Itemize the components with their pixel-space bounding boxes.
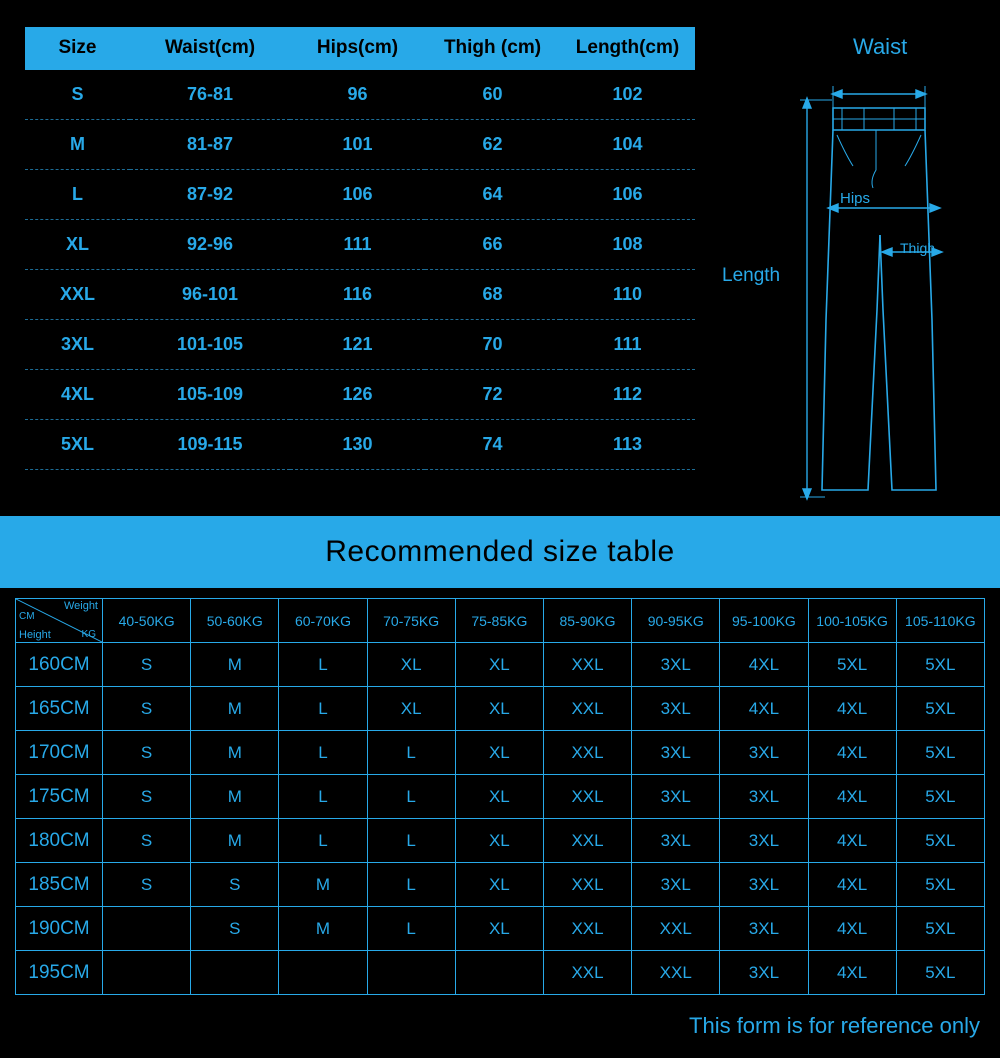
size-cell: XL [455,687,543,731]
size-cell: M [191,731,279,775]
size-cell: L [279,775,367,819]
size-cell: 3XL [25,320,130,370]
size-cell: XXL [543,731,631,775]
size-cell [455,951,543,995]
height-header-cell: 165CM [16,687,103,731]
hips-cell: 121 [290,320,425,370]
cm-unit-label: CM [19,611,35,622]
size-cell: XL [455,819,543,863]
size-cell: 4XL [25,370,130,420]
corner-cell-inner [16,599,102,642]
height-header-cell: 175CM [16,775,103,819]
size-cell: XXL [543,951,631,995]
size-cell: 3XL [632,643,720,687]
length-cell: 111 [560,320,695,370]
size-cell: XXL [543,775,631,819]
size-cell: 5XL [25,420,130,470]
size-cell: 4XL [808,687,896,731]
size-cell: XL [455,907,543,951]
waist-cell: 109-115 [130,420,290,470]
table-row [25,170,695,220]
table-row [16,819,985,863]
waist-cell: 105-109 [130,370,290,420]
height-header-cell: 160CM [16,643,103,687]
length-cell: 102 [560,70,695,120]
table-row [16,731,985,775]
weight-header-cell: 40-50KG [103,599,191,643]
size-cell: S [103,687,191,731]
size-cell: 3XL [632,819,720,863]
size-table-head [25,27,695,70]
thigh-cell: 72 [425,370,560,420]
waist-cell: 101-105 [130,320,290,370]
size-cell: L [367,907,455,951]
height-header-cell: 185CM [16,863,103,907]
size-cell: XL [455,775,543,819]
size-table-header-thigh: Thigh (cm) [425,27,560,70]
banner-title: Recommended size table [325,535,675,568]
table-row [25,120,695,170]
weight-axis-label: Weight [63,600,98,612]
size-cell: XXL [543,819,631,863]
size-cell: L [367,731,455,775]
size-cell: 5XL [808,643,896,687]
size-cell [191,951,279,995]
weight-header-cell: 75-85KG [455,599,543,643]
weight-header-cell: 85-90KG [543,599,631,643]
size-cell: M [25,120,130,170]
size-cell: L [367,863,455,907]
size-cell: S [25,70,130,120]
hips-cell: 106 [290,170,425,220]
recommended-size-banner [0,516,1000,588]
thigh-cell: 64 [425,170,560,220]
length-cell: 104 [560,120,695,170]
size-cell: 4XL [808,775,896,819]
size-cell: XL [455,731,543,775]
size-cell: 5XL [896,863,984,907]
size-cell: S [103,775,191,819]
height-header-cell: 170CM [16,731,103,775]
thigh-cell: 74 [425,420,560,470]
hips-cell: 126 [290,370,425,420]
size-cell: S [103,819,191,863]
table-row [25,370,695,420]
hips-cell: 111 [290,220,425,270]
size-cell: XXL [543,643,631,687]
size-cell: M [191,687,279,731]
weight-header-cell: 70-75KG [367,599,455,643]
size-cell: S [191,907,279,951]
size-cell: XL [455,863,543,907]
weight-header-cell: 100-105KG [808,599,896,643]
diagram-length-label: Length [722,265,781,286]
size-cell [103,951,191,995]
size-cell: 3XL [720,731,808,775]
waist-cell: 81-87 [130,120,290,170]
size-cell: M [279,863,367,907]
waist-cell: 87-92 [130,170,290,220]
size-table-header-row [25,27,695,70]
hips-cell: 101 [290,120,425,170]
size-cell: XXL [632,907,720,951]
footnote-text: This form is for reference only [689,1013,980,1038]
size-cell: M [191,819,279,863]
size-cell: 3XL [720,775,808,819]
diagram-thigh-label: Thigh [900,240,936,256]
size-cell: L [279,731,367,775]
size-cell: XXL [543,907,631,951]
waist-cell: 96-101 [130,270,290,320]
thigh-cell: 60 [425,70,560,120]
size-table-header-hips: Hips(cm) [290,27,425,70]
waist-cell: 92-96 [130,220,290,270]
size-cell: 3XL [632,775,720,819]
weight-header-cell: 50-60KG [191,599,279,643]
size-cell: 5XL [896,687,984,731]
size-cell: 4XL [720,687,808,731]
table-row [25,220,695,270]
size-table-body [25,70,695,470]
height-header-cell: 180CM [16,819,103,863]
size-measurement-table [25,27,695,470]
size-cell: M [279,907,367,951]
size-cell: 4XL [808,863,896,907]
weight-header-cell: 60-70KG [279,599,367,643]
recommended-table-body [16,643,985,995]
table-row [25,320,695,370]
size-cell: 4XL [808,907,896,951]
bottom-section [0,588,1000,1058]
table-row [16,951,985,995]
size-cell: 3XL [632,687,720,731]
waist-cell: 76-81 [130,70,290,120]
size-cell: 5XL [896,775,984,819]
size-cell: S [103,863,191,907]
size-cell: XXL [632,951,720,995]
size-cell: 3XL [720,863,808,907]
size-cell: L [279,687,367,731]
size-cell: 3XL [720,951,808,995]
size-cell: S [103,731,191,775]
size-cell: M [191,643,279,687]
length-cell: 108 [560,220,695,270]
size-cell: L [367,819,455,863]
weight-header-cell: 105-110KG [896,599,984,643]
table-row [16,907,985,951]
size-cell: XL [367,687,455,731]
size-cell: XL [455,643,543,687]
size-cell: XXL [25,270,130,320]
size-cell: S [103,643,191,687]
size-cell: 5XL [896,643,984,687]
length-cell: 113 [560,420,695,470]
thigh-cell: 70 [425,320,560,370]
height-axis-label: Height [19,629,51,641]
pants-measurement-diagram [720,20,990,510]
size-table-header-length: Length(cm) [560,27,695,70]
weight-header-cell: 90-95KG [632,599,720,643]
table-row [16,687,985,731]
size-cell: 3XL [720,819,808,863]
size-cell [279,951,367,995]
table-row [25,270,695,320]
thigh-cell: 68 [425,270,560,320]
size-cell: 4XL [720,643,808,687]
height-header-cell: 190CM [16,907,103,951]
size-cell: 4XL [808,819,896,863]
size-cell: L [367,775,455,819]
corner-header-cell [16,599,103,643]
top-section [0,0,1000,516]
kg-unit-label: KG [81,629,96,640]
table-row [25,70,695,120]
length-cell: 112 [560,370,695,420]
thigh-cell: 62 [425,120,560,170]
thigh-cell: 66 [425,220,560,270]
size-cell: L [279,819,367,863]
size-cell: 5XL [896,819,984,863]
size-cell: 3XL [720,907,808,951]
length-cell: 110 [560,270,695,320]
table-row [16,775,985,819]
size-cell: XXL [543,863,631,907]
size-cell: 3XL [632,863,720,907]
table-row [16,863,985,907]
size-cell: XL [367,643,455,687]
size-cell: 5XL [896,951,984,995]
size-cell: 3XL [632,731,720,775]
size-cell: 4XL [808,951,896,995]
table-row [25,420,695,470]
size-cell [103,907,191,951]
hips-cell: 116 [290,270,425,320]
length-cell: 106 [560,170,695,220]
hips-cell: 96 [290,70,425,120]
size-cell: 5XL [896,907,984,951]
size-table-header-waist: Waist(cm) [130,27,290,70]
diagram-waist-label: Waist [853,34,908,59]
size-cell: S [191,863,279,907]
size-cell [367,951,455,995]
size-cell: XL [25,220,130,270]
weight-header-cell: 95-100KG [720,599,808,643]
recommended-table-head [16,599,985,643]
size-cell: L [279,643,367,687]
diagram-hips-label: Hips [840,190,871,207]
recommended-table-header-row [16,599,985,643]
size-cell: XXL [543,687,631,731]
size-table-header-size: Size [25,27,130,70]
size-cell: 4XL [808,731,896,775]
hips-cell: 130 [290,420,425,470]
size-cell: M [191,775,279,819]
size-cell: 5XL [896,731,984,775]
recommended-size-table [15,598,985,995]
size-cell: L [25,170,130,220]
height-header-cell: 195CM [16,951,103,995]
table-row [16,643,985,687]
